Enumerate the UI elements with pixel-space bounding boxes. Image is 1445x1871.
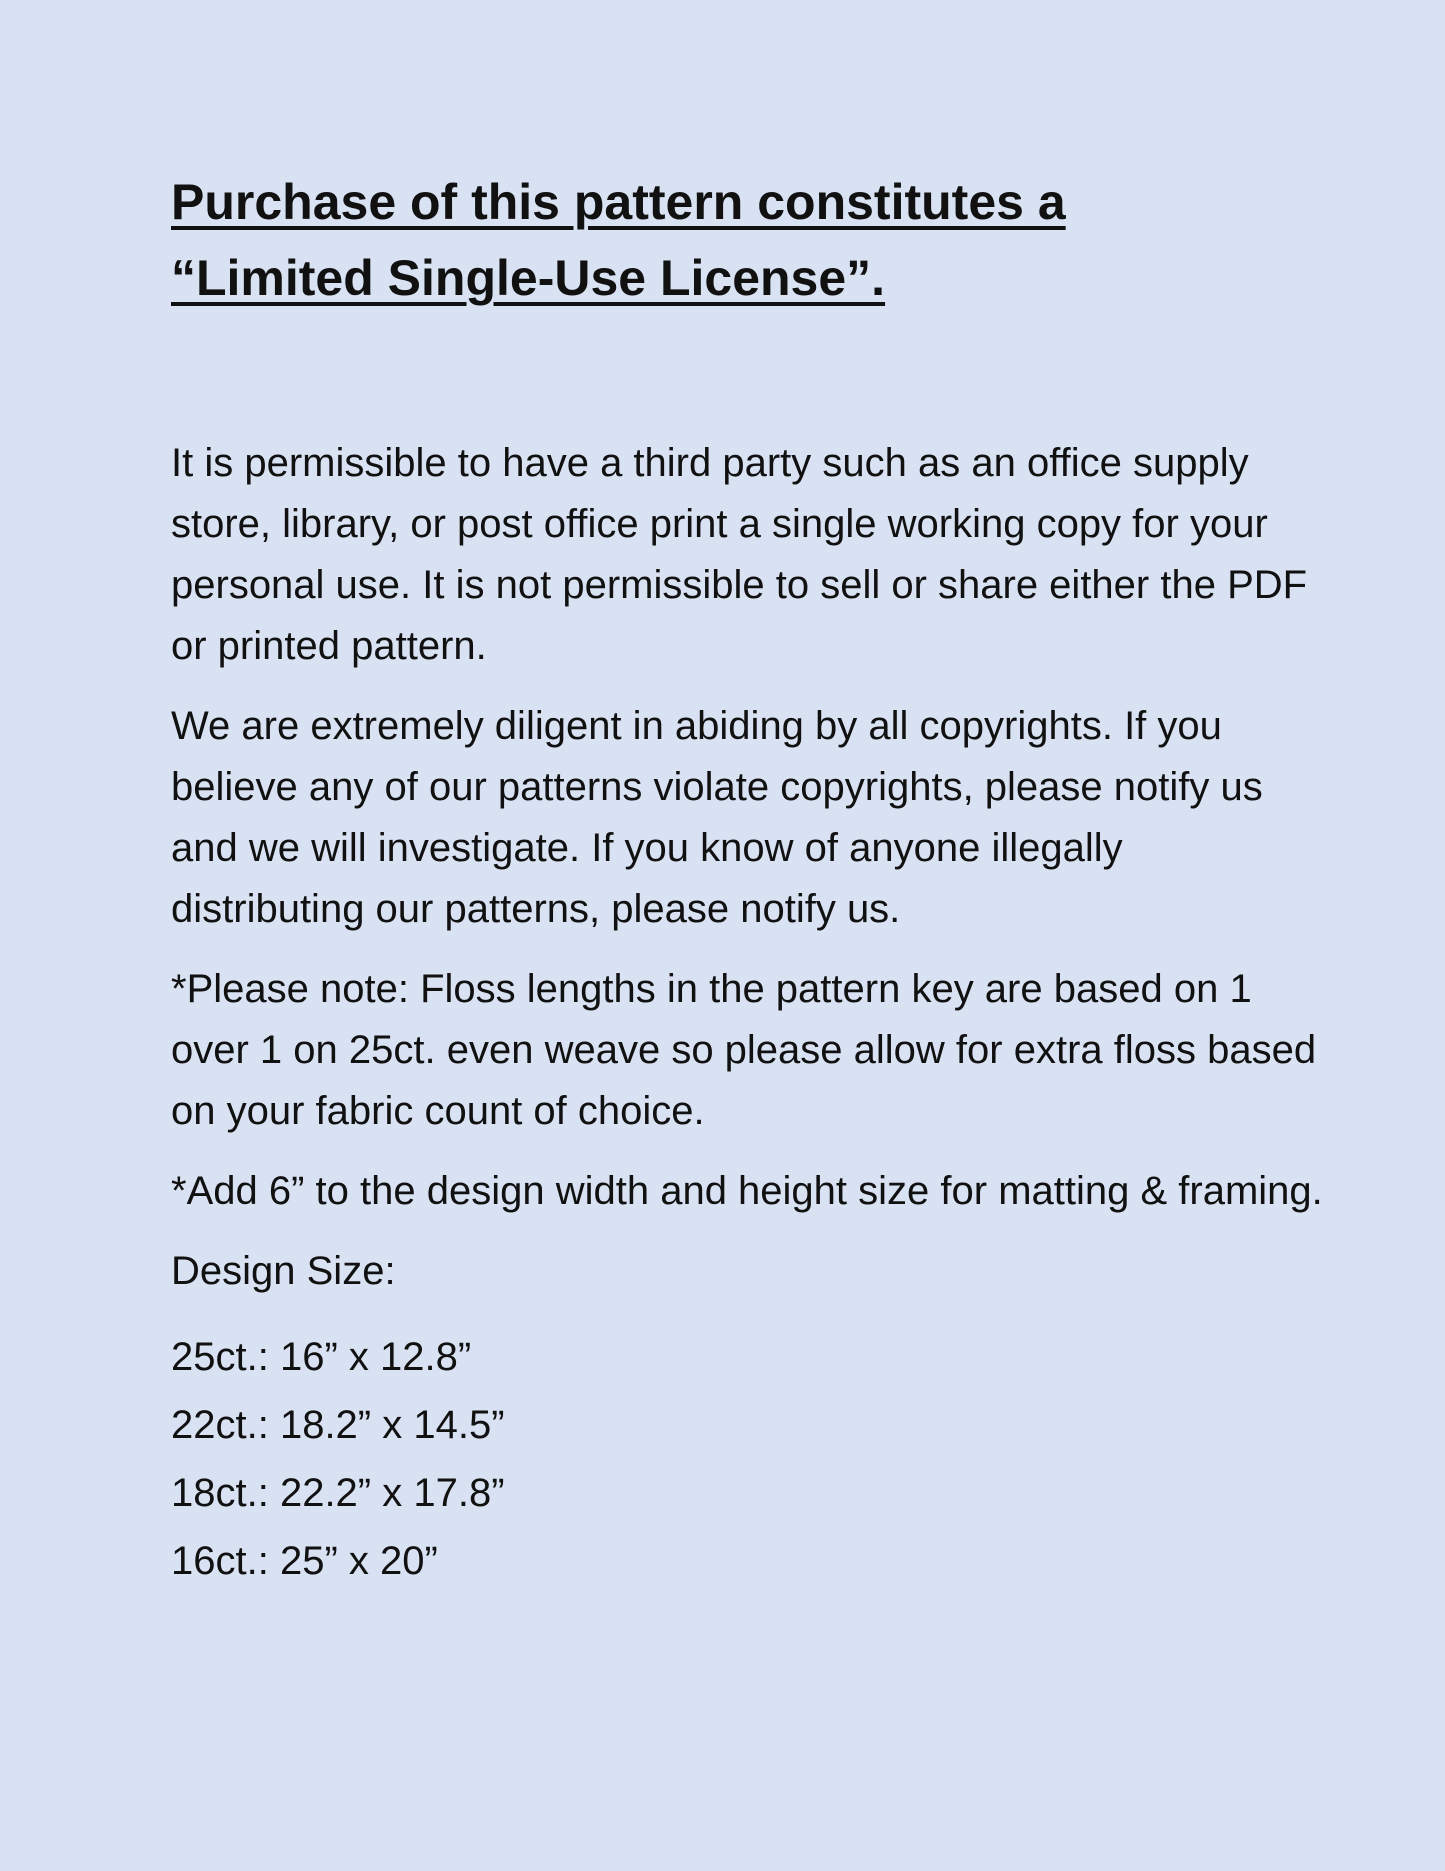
design-size-item: 18ct.: 22.2” x 17.8” (171, 1471, 505, 1515)
license-title-line-1: Purchase of this pattern constitutes a (171, 174, 1066, 230)
design-size-item: 16ct.: 25” x 20” (171, 1539, 438, 1583)
design-size-item: 25ct.: 16” x 12.8” (171, 1335, 472, 1379)
design-size-heading: Design Size: (171, 1249, 396, 1293)
printing-permission-paragraph: It is permissible to have a third party such as an office supply store, library, or post office print a single working copy for your personal use. It is not permissible to sell or share either the PDF or printed pattern. (171, 441, 1308, 668)
design-size-item: 22ct.: 18.2” x 14.5” (171, 1403, 505, 1447)
license-title-line-2: “Limited Single-Use License”. (171, 250, 886, 306)
design-size-list (171, 1323, 1325, 1595)
framing-note-paragraph: *Add 6” to the design width and height size for matting & framing. (171, 1169, 1323, 1213)
floss-note-paragraph: *Please note: Floss lengths in the pattern key are based on 1 over 1 on 25ct. even weave so please allow for extra floss based on your fabric count of choice. (171, 967, 1317, 1133)
copyright-paragraph: We are extremely diligent in abiding by all copyrights. If you believe any of our patterns violate copyrights, please notify us and we will investigate. If you know of anyone illegally distributing our patterns, please notify us. (171, 704, 1263, 931)
license-body (171, 433, 1325, 1595)
license-title (171, 164, 1325, 316)
